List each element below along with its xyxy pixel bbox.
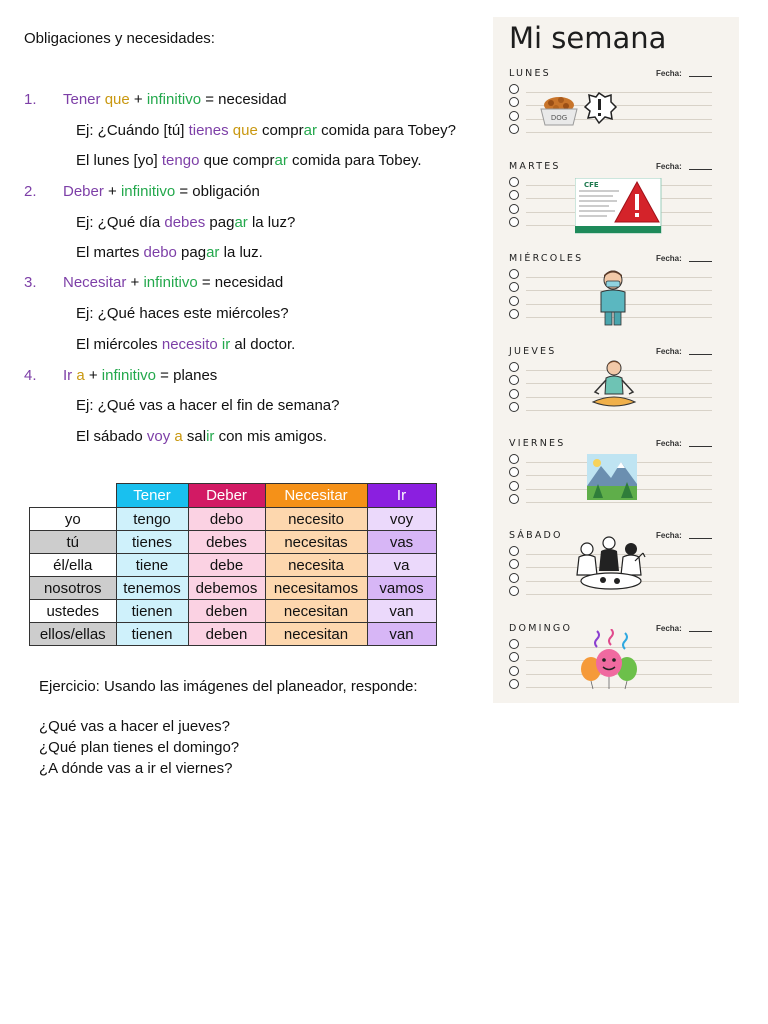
task-checkbox[interactable] bbox=[509, 375, 519, 385]
deber-cell: deben bbox=[188, 600, 265, 623]
rule-2-number: 2. bbox=[24, 183, 37, 200]
day-label-viernes: VIERNES bbox=[509, 438, 566, 449]
ir-cell: van bbox=[367, 600, 436, 623]
weekly-planner bbox=[493, 17, 739, 703]
fecha-blank[interactable] bbox=[689, 76, 712, 77]
necesitar-cell: necesitan bbox=[265, 623, 367, 646]
task-checkbox[interactable] bbox=[509, 467, 519, 477]
deber-cell: debo bbox=[188, 508, 265, 531]
page-heading: Obligaciones y necesidades: bbox=[24, 30, 215, 47]
rule-4-example-2: El sábado voy a salir con mis amigos. bbox=[76, 428, 327, 445]
day-label-jueves: JUEVES bbox=[509, 346, 557, 357]
task-checkbox[interactable] bbox=[509, 679, 519, 689]
rule-1-formula: Tener que + infinitivo = necesidad bbox=[63, 91, 287, 108]
fecha-label: Fecha: bbox=[656, 624, 682, 633]
task-checkbox[interactable] bbox=[509, 481, 519, 491]
header-deber: Deber bbox=[188, 484, 265, 508]
rule-3-example-1: Ej: ¿Qué haces este miércoles? bbox=[76, 305, 289, 322]
task-checkbox[interactable] bbox=[509, 177, 519, 187]
tener-cell: tiene bbox=[116, 554, 188, 577]
rule-2-example-1: Ej: ¿Qué día debes pagar la luz? bbox=[76, 214, 296, 231]
header-tener: Tener bbox=[116, 484, 188, 508]
fecha-blank[interactable] bbox=[689, 169, 712, 170]
mountain-landscape-icon bbox=[587, 454, 637, 500]
day-label-sabado: SÁBADO bbox=[509, 530, 563, 541]
ir-cell: voy bbox=[367, 508, 436, 531]
task-checkbox[interactable] bbox=[509, 97, 519, 107]
fecha-label: Fecha: bbox=[656, 531, 682, 540]
fecha-blank[interactable] bbox=[689, 446, 712, 447]
rule-2-example-2: El martes debo pagar la luz. bbox=[76, 244, 263, 261]
deber-cell: debes bbox=[188, 531, 265, 554]
task-checkbox[interactable] bbox=[509, 402, 519, 412]
task-checkbox[interactable] bbox=[509, 573, 519, 583]
task-checkbox[interactable] bbox=[509, 190, 519, 200]
task-checkbox[interactable] bbox=[509, 282, 519, 292]
deber-cell: debemos bbox=[188, 577, 265, 600]
ir-cell: vamos bbox=[367, 577, 436, 600]
table-row bbox=[30, 554, 437, 577]
day-label-lunes: LUNES bbox=[509, 68, 551, 79]
fecha-blank[interactable] bbox=[689, 538, 712, 539]
bill-logo: CFE bbox=[584, 181, 599, 189]
task-checkbox[interactable] bbox=[509, 309, 519, 319]
pronoun-cell: nosotros bbox=[30, 577, 117, 600]
friends-picnic-icon bbox=[571, 535, 647, 595]
pronoun-cell: yo bbox=[30, 508, 117, 531]
task-checkbox[interactable] bbox=[509, 204, 519, 214]
header-ir: Ir bbox=[367, 484, 436, 508]
task-checkbox[interactable] bbox=[509, 454, 519, 464]
rule-3-formula: Necesitar + infinitivo = necesidad bbox=[63, 274, 284, 291]
fecha-blank[interactable] bbox=[689, 354, 712, 355]
day-label-domingo: DOMINGO bbox=[509, 623, 573, 634]
rule-2-formula: Deber + infinitivo = obligación bbox=[63, 183, 260, 200]
task-checkbox[interactable] bbox=[509, 362, 519, 372]
task-checkbox[interactable] bbox=[509, 296, 519, 306]
deber-cell: debe bbox=[188, 554, 265, 577]
task-checkbox[interactable] bbox=[509, 217, 519, 227]
doctor-icon bbox=[595, 268, 631, 328]
party-balloons-icon bbox=[577, 629, 641, 691]
fecha-label: Fecha: bbox=[656, 254, 682, 263]
dog-food-bowl-and-alert-icon bbox=[535, 89, 619, 131]
task-checkbox[interactable] bbox=[509, 586, 519, 596]
task-checkbox[interactable] bbox=[509, 559, 519, 569]
tener-cell: tienen bbox=[116, 600, 188, 623]
exercise-question-3: ¿A dónde vas a ir el viernes? bbox=[39, 760, 233, 777]
task-line[interactable] bbox=[526, 132, 712, 133]
rule-1-number: 1. bbox=[24, 91, 37, 108]
ir-cell: vas bbox=[367, 531, 436, 554]
exercise-question-1: ¿Qué vas a hacer el jueves? bbox=[39, 718, 230, 735]
task-checkbox[interactable] bbox=[509, 389, 519, 399]
tener-cell: tenemos bbox=[116, 577, 188, 600]
rule-3-number: 3. bbox=[24, 274, 37, 291]
task-checkbox[interactable] bbox=[509, 639, 519, 649]
fecha-label: Fecha: bbox=[656, 347, 682, 356]
conjugation-table bbox=[29, 483, 437, 646]
table-row bbox=[30, 623, 437, 646]
necesitar-cell: necesita bbox=[265, 554, 367, 577]
task-checkbox[interactable] bbox=[509, 652, 519, 662]
rule-1-example-1: Ej: ¿Cuándo [tú] tienes que comprar comida para Tobey? bbox=[76, 122, 456, 139]
pronoun-cell: él/ella bbox=[30, 554, 117, 577]
fecha-label: Fecha: bbox=[656, 439, 682, 448]
table-row bbox=[30, 508, 437, 531]
task-checkbox[interactable] bbox=[509, 494, 519, 504]
ir-cell: va bbox=[367, 554, 436, 577]
pronoun-cell: ellos/ellas bbox=[30, 623, 117, 646]
task-checkbox[interactable] bbox=[509, 124, 519, 134]
yoga-person-icon bbox=[589, 358, 639, 412]
day-label-miercoles: MIÉRCOLES bbox=[509, 253, 584, 264]
task-checkbox[interactable] bbox=[509, 111, 519, 121]
table-header-row bbox=[30, 484, 437, 508]
bowl-label: DOG bbox=[550, 114, 568, 122]
exercise-intro: Ejercicio: Usando las imágenes del planeador, responde: bbox=[39, 678, 418, 695]
fecha-label: Fecha: bbox=[656, 69, 682, 78]
planner-title: Mi semana bbox=[509, 21, 667, 55]
table-corner bbox=[30, 484, 117, 508]
tener-cell: tengo bbox=[116, 508, 188, 531]
task-checkbox[interactable] bbox=[509, 546, 519, 556]
necesitar-cell: necesitamos bbox=[265, 577, 367, 600]
task-line[interactable] bbox=[526, 502, 712, 503]
fecha-blank[interactable] bbox=[689, 261, 712, 262]
table-row bbox=[30, 600, 437, 623]
task-checkbox[interactable] bbox=[509, 666, 519, 676]
rule-3-example-2: El miércoles necesito ir al doctor. bbox=[76, 336, 296, 353]
rule-1-example-2: El lunes [yo] tengo que comprar comida para Tobey. bbox=[76, 152, 422, 169]
rule-4-formula: Ir a + infinitivo = planes bbox=[63, 367, 218, 384]
header-necesitar: Necesitar bbox=[265, 484, 367, 508]
day-label-martes: MARTES bbox=[509, 161, 561, 172]
necesitar-cell: necesito bbox=[265, 508, 367, 531]
rule-4-example-1: Ej: ¿Qué vas a hacer el fin de semana? bbox=[76, 397, 340, 414]
tener-cell: tienes bbox=[116, 531, 188, 554]
tener-cell: tienen bbox=[116, 623, 188, 646]
fecha-blank[interactable] bbox=[689, 631, 712, 632]
pronoun-cell: ustedes bbox=[30, 600, 117, 623]
necesitar-cell: necesitan bbox=[265, 600, 367, 623]
rule-4-number: 4. bbox=[24, 367, 37, 384]
fecha-label: Fecha: bbox=[656, 162, 682, 171]
table-row bbox=[30, 577, 437, 600]
task-checkbox[interactable] bbox=[509, 269, 519, 279]
task-checkbox[interactable] bbox=[509, 84, 519, 94]
exercise-question-2: ¿Qué plan tienes el domingo? bbox=[39, 739, 240, 756]
necesitar-cell: necesitas bbox=[265, 531, 367, 554]
table-row bbox=[30, 531, 437, 554]
pronoun-cell: tú bbox=[30, 531, 117, 554]
deber-cell: deben bbox=[188, 623, 265, 646]
ir-cell: van bbox=[367, 623, 436, 646]
electric-bill-warning-icon bbox=[575, 178, 663, 234]
